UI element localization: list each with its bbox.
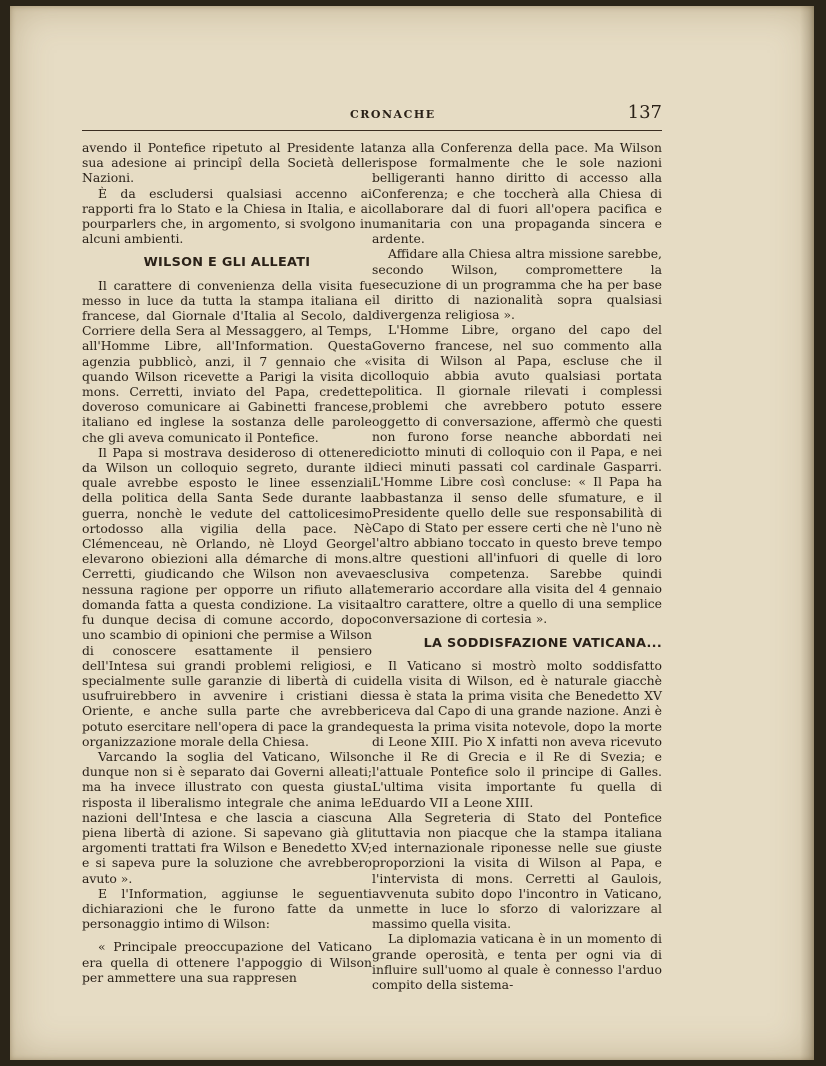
paragraph: È da escludersi qualsiasi accenno ai rapporti fra lo Stato e la Chiesa in Italia, e ai pourparlers che, in argomento, si svolgono in alcuni ambienti. [82,185,372,247]
paragraph: La diplomazia vaticana è in un momento di grande operosità, e tenta per ogni via di influire sull'uomo al quale è connesso l'arduo compito della sistema- [372,931,662,992]
page-header [82,102,662,131]
paragraph: avendo il Pontefice ripetuto al Presidente la sua adesione ai principî della Società delle Nazioni. [82,140,372,186]
right-column [372,140,662,992]
section-heading: WILSON E GLI ALLEATI [143,255,311,271]
paragraph: Il carattere di convenienza della visita fu messo in luce da tutta la stampa italiana e francese, dal Giornale d'Italia al Secolo, dal Corriere della Sera al Messaggero, al Temps, all'Homme Libre, all'Information. Questa agenzia pubblicò, anzi, il 7 gennaio che « quando Wilson ricevette a Parigi la visita di mons. Cerretti, inviato del Papa, credette doveroso comunicare ai Gabinetti francese, italiano ed inglese la sostanza delle parole che gli aveva comunicato il Pontefice. [82,277,372,445]
paragraph: Varcando la soglia del Vaticano, Wilson dunque non si è separato dai Governi alleati; ma ha invece illustrato con questa giusta risposta il liberalismo integrale che anima le nazioni dell'Intesa e che lascia a ciascuna piena libertà di azione. Si sapevano già gli argomenti trattati fra Wilson e Benedetto XV; e si sapeva pure la soluzione che avrebbero avuto ». [82,748,372,886]
book-page [10,6,814,1060]
paragraph: Alla Segreteria di Stato del Pontefice tuttavia non piacque che la stampa italiana ed internazionale riponesse nelle sue giuste proporzioni la visita di Wilson al Papa, e l'intervista di mons. Cerretti al Gaulois, avvenuta subito dopo l'incontro in Vaticano, mette in luce lo sforzo di valorizzare al massimo quella visita. [372,809,662,932]
section-heading: LA SODDISFAZIONE VATICANA... [423,635,662,651]
paragraph: Affidare alla Chiesa altra missione sarebbe, secondo Wilson, compromettere la esecuzione di un programma che ha per base il diritto di nazionalità sopra qualsiasi divergenza religiosa ». [372,246,662,323]
left-column [82,140,372,985]
paragraph: L'Homme Libre, organo del capo del Governo francese, nel suo commento alla visita di Wilson al Papa, escluse che il colloquio abbia avuto qualsiasi portata politica. Il giornale rilevati i complessi problemi che avrebbero potuto essere oggetto di conversazione, affermò che questi non furono forse neanche abbordati nei diciotto minuti di colloquio con il Papa, e nei dieci minuti passati col cardinale Gasparri. L'Homme Libre così concluse: « Il Papa ha abbastanza il senso delle sfumature, e il Presidente quello delle sue responsabilità di Capo di Stato per essere certi che nè l'uno nè l'altro abbiano toccato in questo breve tempo altre questioni all'infuori di quelle di loro esclusiva competenza. Sarebbe quindi temerario accordare alla visita del 4 gennaio altro carattere, oltre a quello di una semplice conversazione di cortesia ». [372,322,662,627]
paragraph: Il Vaticano si mostrò molto soddisfatto della visita di Wilson, ed è naturale giacchè essa è stata la prima visita che Benedetto XV riceva dal Capo di una grande nazione. Anzi è questa la prima visita notevole, dopo la morte di Leone XIII. Pio X infatti non aveva ricevuto che il Re di Grecia e il Re di Svezia; e l'attuale Pontefice solo il principe di Galles. L'ultima visita importante fu quella di Eduardo VII a Leone XIII. [372,657,662,810]
running-head: CRONACHE [350,108,436,121]
page-number: 137 [627,102,662,123]
paragraph: tanza alla Conferenza della pace. Ma Wilson rispose formalmente che le sole nazioni belligeranti hanno diritto di accesso alla Conferenza; e che toccherà alla Chiesa di collaborare dal di fuori all'opera pacifica e umanitaria con una propaganda sincera e ardente. [372,140,662,247]
paragraph: Il Papa si mostrava desideroso di ottenere da Wilson un colloquio segreto, durante il quale avrebbe esposto le linee essenziali della politica della Santa Sede durante la guerra, nonchè le vedute del cattolicesimo ortodosso alla vigilia della pace. Nè Clémenceau, nè Orlando, nè Lloyd George elevarono obiezioni alla démarche di mons. Cerretti, giudicando che Wilson non aveva nessuna ragione per opporre un rifiuto alla domanda fatta a questa condizione. La visita fu dunque decisa di comune accordo, dopo uno scambio di opinioni che permise a Wilson di conoscere esattamente il pensiero dell'Intesa sui grandi problemi religiosi, e specialmente sulle garanzie di libertà di cui usufruirebbero in avvenire i cristiani di Oriente, e anche sulla parte che avrebbe potuto esercitare nell'opera di pace la grande organizzazione morale della Chiesa. [82,444,372,749]
paragraph: E l'Information, aggiunse le seguenti dichiarazioni che le furono fatte da un personaggio intimo di Wilson: [82,885,372,932]
page-edge-shadow [800,6,814,1060]
quote-paragraph: « Principale preoccupazione del Vaticano era quella di ottenere l'appoggio di Wilson per ammettere una sua rappresen [82,939,372,985]
